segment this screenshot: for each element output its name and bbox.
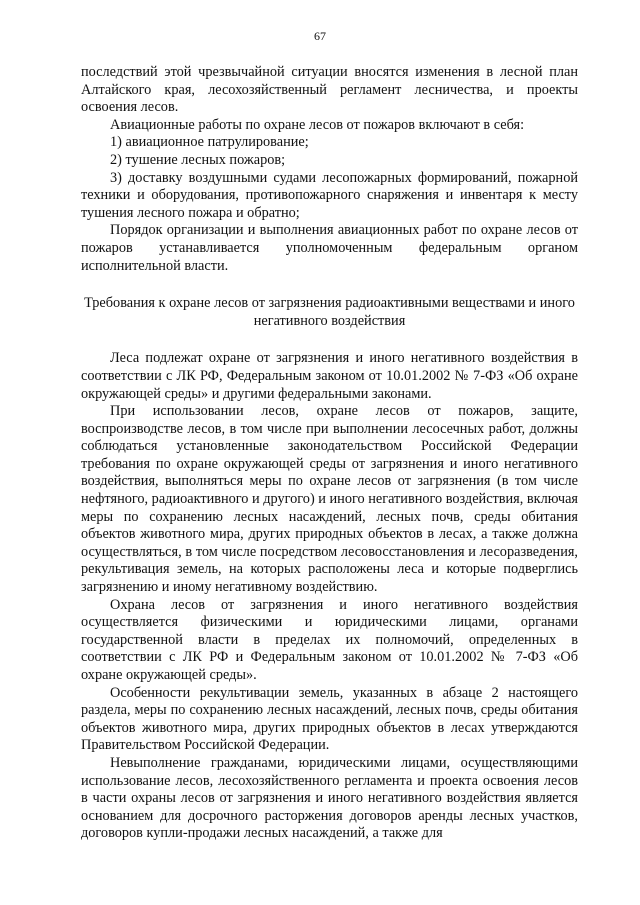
- paragraph-recultivation: Особенности рекультивации земель, указанных в абзаце 2 настоящего раздела, меры по сохранению лесных насаждений, лесных почв, среды обитания объектов животного мира, других природных объектов в лесах утверждаются Правительством Российской Федерации.: [81, 684, 578, 754]
- paragraph-procedure: Порядок организации и выполнения авиационных работ по охране лесов от пожаров устанавливается уполномоченным федеральным органом исполнительной власти.: [81, 222, 578, 274]
- paragraph-forest-protection: Леса подлежат охране от загрязнения и иного негативного воздействия в соответствии с ЛК РФ, Федеральным законом от 10.01.2002 № 7-ФЗ «Об охране окружающей среды» и другими федеральными законами.: [81, 350, 578, 402]
- list-item-patrol: 1) авиационное патрулирование;: [110, 134, 309, 151]
- paragraph-protection-actors: Охрана лесов от загрязнения и иного негативного воздействия осуществляется физическими и юридическими лицами, органами государственной власти в пределах их полномочий, определенных в соответствии с ЛК РФ и Федеральным законом от 10.01.2002 № 7-ФЗ «Об охране окружающей среды».: [81, 596, 578, 683]
- document-body: [81, 64, 578, 843]
- paragraph-noncompliance: Невыполнение гражданами, юридическими лицами, осуществляющими использование лесов, лесохозяйственного регламента и проекта освоения лесов в части охраны лесов от загрязнения и иного негативного воздействия является основанием для досрочного расторжения договоров аренды лесных участков, договоров купли-продажи лесных насаждений, а также для: [81, 754, 578, 842]
- section-heading: Требования к охране лесов от загрязнения радиоактивными веществами и иного негативного воздействия: [84, 295, 575, 329]
- list-item-firefighting: 2) тушение лесных пожаров;: [110, 151, 286, 168]
- paragraph-forest-use-requirements: При использовании лесов, охране лесов от пожаров, защите, воспроизводстве лесов, в том числе при выполнении лесосечных работ, должны соблюдаться установленные законодательством Российской Федерации требования по охране окружающей среды от загрязнения и иного негативного воздействия, выполняться меры по охране лесов от загрязнения (в том числе нефтяного, радиоактивного и другого) и иного негативного воздействия, включая меры по сохранению лесных насаждений, лесных почв, среды обитания объектов животного мира, других природных объектов в лесах, а также должна осуществляться, в том числе посредством лесовосстановления и лесоразведения, рекультивация земель, на которых расположены леса и которые подверглись загрязнению и иному негативному воздействию.: [81, 403, 578, 596]
- page-number: 67: [314, 29, 326, 43]
- paragraph-continuation: последствий этой чрезвычайной ситуации вносятся изменения в лесной план Алтайского края, лесохозяйственный регламент лесничества, и проекты освоения лесов.: [81, 64, 578, 116]
- list-item-delivery: 3) доставку воздушными судами лесопожарных формирований, пожарной техники и оборудования, противопожарного снаряжения и инвентаря к месту тушения лесного пожара и обратно;: [81, 169, 578, 221]
- paragraph-aviation-works-intro: Авиационные работы по охране лесов от пожаров включают в себя:: [110, 116, 525, 133]
